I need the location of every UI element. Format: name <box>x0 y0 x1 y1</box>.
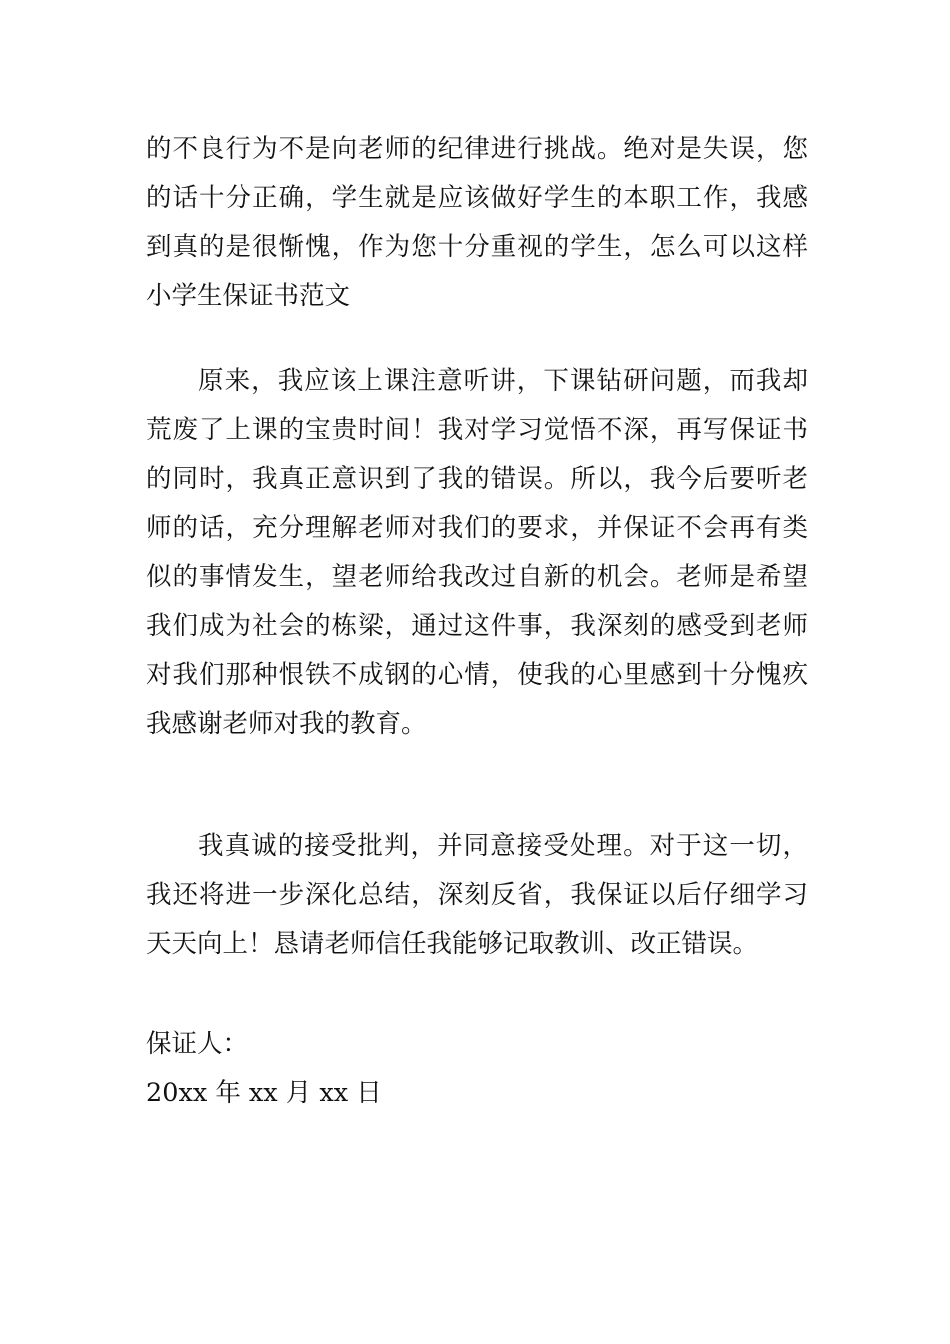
text-line: 我感谢老师对我的教育。 <box>146 709 427 739</box>
text-line: 我们成为社会的栋梁，通过这件事，我深刻的感受到老师 <box>146 611 808 641</box>
text-line: 荒废了上课的宝贵时间！我对学习觉悟不深，再写保证书 <box>146 415 808 445</box>
continuation-paragraph <box>146 125 808 321</box>
guarantor-label: 保证人： <box>146 1029 249 1059</box>
paragraph-acceptance <box>146 822 808 969</box>
text-line: 师的话，充分理解老师对我们的要求，并保证不会再有类 <box>146 513 808 543</box>
text-line: 我还将进一步深化总结，深刻反省，我保证以后仔细学习 <box>146 880 808 910</box>
text-line: 的话十分正确，学生就是应该做好学生的本职工作，我感 <box>146 183 808 213</box>
text-line: 到真的是很惭愧，作为您十分重视的学生，怎么可以这样 <box>146 232 808 262</box>
text-line: 天天向上！恳请老师信任我能够记取教训、改正错误。 <box>146 929 759 959</box>
document-title-line: 小学生保证书范文 <box>146 281 351 311</box>
text-line: 我真诚的接受批判，并同意接受处理。对于这一切， <box>198 831 808 861</box>
paragraph-resolution <box>146 357 808 749</box>
text-line: 原来，我应该上课注意听讲，下课钻研问题，而我却 <box>198 366 808 396</box>
text-line: 的不良行为不是向老师的纪律进行挑战。绝对是失误，您 <box>146 134 808 164</box>
date-line: 20xx 年 xx 月 xx 日 <box>146 1078 382 1108</box>
text-line: 似的事情发生，望老师给我改过自新的机会。老师是希望 <box>146 562 808 592</box>
text-line: 的同时，我真正意识到了我的错误。所以，我今后要听老 <box>146 464 808 494</box>
signature-block <box>146 1020 808 1118</box>
text-line: 对我们那种恨铁不成钢的心情，使我的心里感到十分愧疚 <box>146 660 808 690</box>
